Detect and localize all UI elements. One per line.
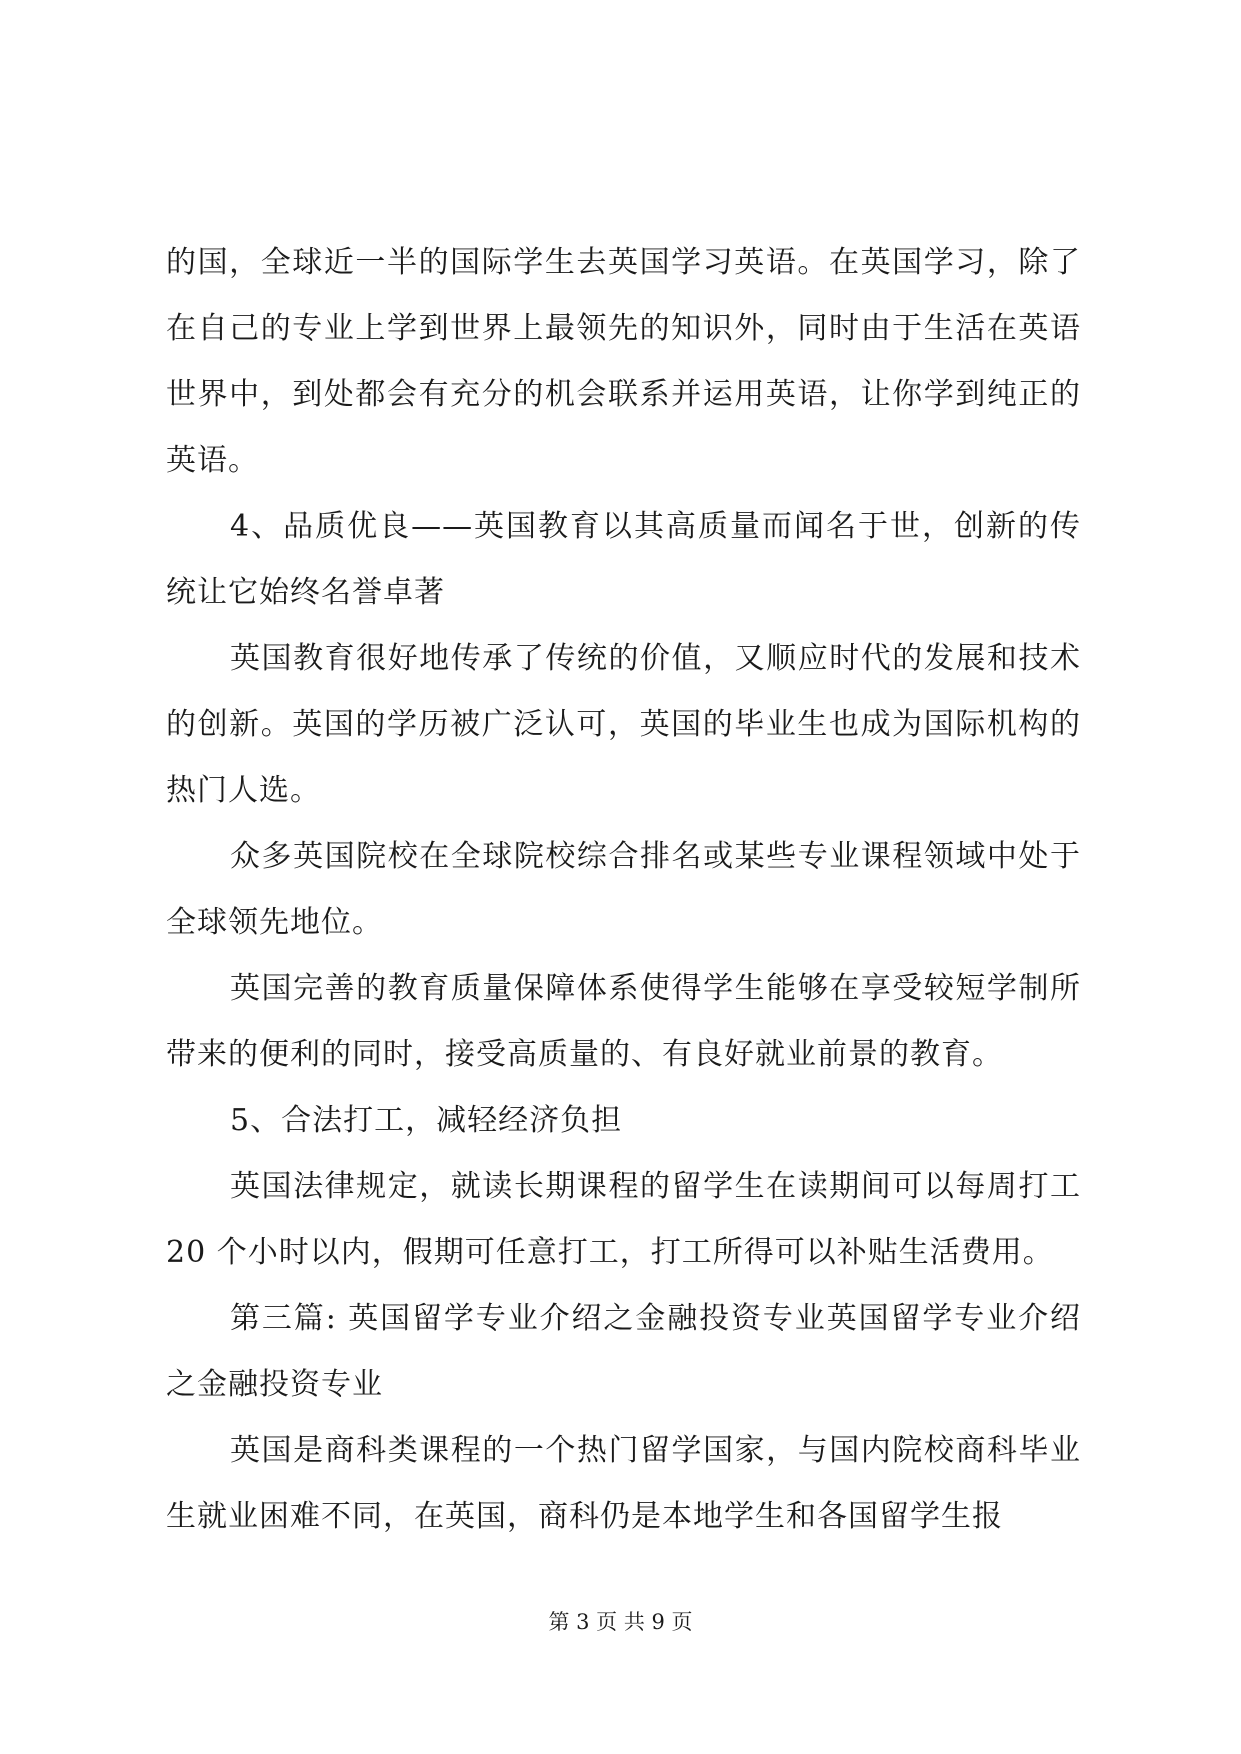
- paragraph: 英国法律规定，就读长期课程的留学生在读期间可以每周打工 20 个小时以内，假期可任意打工，打工所得可以补贴生活费用。: [166, 1169, 1081, 1270]
- paragraph: 英国教育很好地传承了传统的价值，又顺应时代的发展和技术的创新。英国的学历被广泛认可，英国的毕业生也成为国际机构的热门人选。: [166, 641, 1081, 808]
- paragraph: 英国是商科类课程的一个热门留学国家，与国内院校商科毕业生就业困难不同，在英国，商科仍是本地学生和各国留学生报: [166, 1433, 1081, 1534]
- paragraph-continuation: 的国，全球近一半的国际学生去英国学习英语。在英国学习，除了在自己的专业上学到世界上最领先的知识外，同时由于生活在英语世界中，到处都会有充分的机会联系并运用英语，让你学到纯正的英语。: [166, 245, 1081, 478]
- page-footer: 第 3 页 共 9 页: [548, 1610, 693, 1634]
- section-heading-quality: 4、品质优良——英国教育以其高质量而闻名于世，创新的传统让它始终名誉卓著: [166, 509, 1081, 610]
- chapter-heading: 第三篇: 英国留学专业介绍之金融投资专业英国留学专业介绍之金融投资专业: [166, 1301, 1081, 1402]
- paragraph: 英国完善的教育质量保障体系使得学生能够在享受较短学制所带来的便利的同时，接受高质量的、有良好就业前景的教育。: [166, 971, 1081, 1072]
- section-heading-work: 5、合法打工，减轻经济负担: [230, 1103, 623, 1138]
- body-text: [166, 230, 1081, 1550]
- paragraph: 众多英国院校在全球院校综合排名或某些专业课程领域中处于全球领先地位。: [166, 839, 1081, 940]
